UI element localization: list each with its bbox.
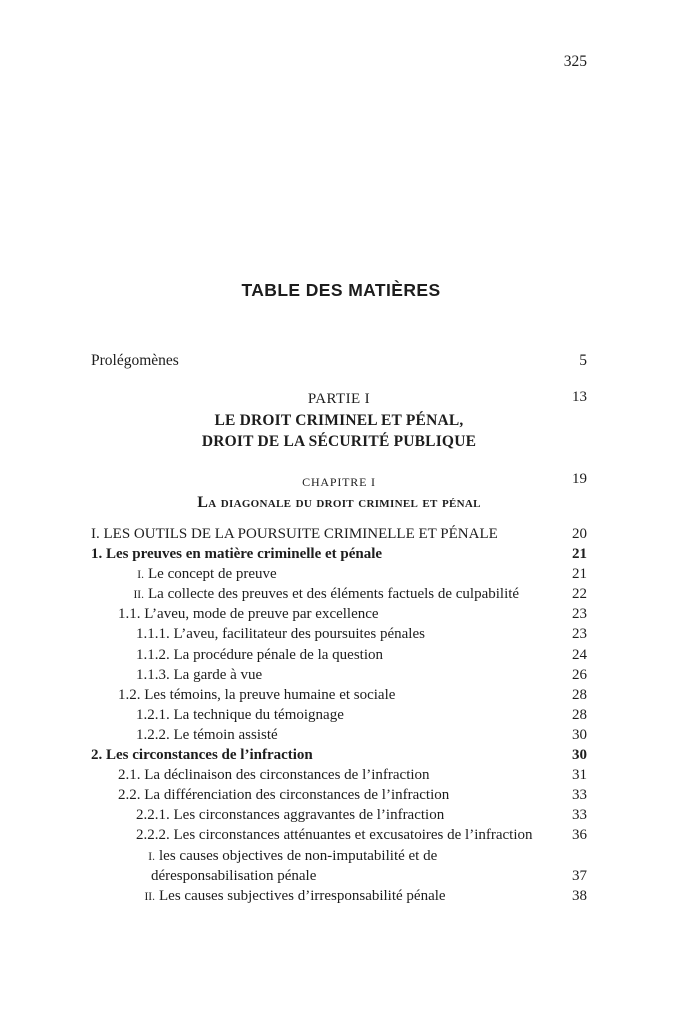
roman-numeral: I.	[137, 569, 144, 582]
toc-entry	[91, 584, 587, 604]
part-heading: PARTIE I	[307, 391, 371, 407]
entry-page-number: 33	[572, 807, 587, 824]
roman-numeral: II.	[133, 589, 144, 602]
entry-page-number: 21	[572, 566, 587, 583]
roman-numeral: II.	[144, 890, 155, 903]
entry-text: 2.2.2. Les circonstances atténuantes et excusatoires de l’infraction	[136, 827, 533, 844]
entry-page-number: 23	[572, 626, 587, 643]
entry-page-number: 23	[572, 606, 587, 623]
toc-entry	[91, 524, 587, 544]
toc-entry	[91, 825, 587, 845]
entry-page-number: 22	[572, 586, 587, 603]
part-block	[91, 389, 587, 452]
toc-entry	[91, 685, 587, 705]
entry-text: 1.1.3. La garde à vue	[136, 666, 263, 683]
entry-text: 1.1. L’aveu, mode de preuve par excellence	[118, 606, 379, 623]
toc-entry	[91, 725, 587, 745]
entry-page-number: 28	[572, 706, 587, 723]
prologue-label: Prolégomènes	[91, 352, 179, 369]
roman-numeral: I.	[148, 850, 155, 863]
entry-text: 1.1.2. La procédure pénale de la question	[136, 646, 383, 663]
entry-text: 2.1. La déclinaison des circonstances de l’infraction	[118, 767, 430, 784]
toc-entry	[91, 645, 587, 665]
entry-text: déresponsabilisation pénale	[151, 867, 317, 884]
entry-text: 1.1.1. L’aveu, facilitateur des poursuites pénales	[136, 626, 425, 643]
entry-page-number: 26	[572, 666, 587, 683]
chapter-title: La diagonale du droit criminel et pénal	[197, 494, 481, 511]
entry-text: La collecte des preuves et des éléments factuels de culpabilité	[148, 586, 520, 603]
entry-page-number: 37	[572, 867, 587, 884]
entry-text: 2.2.1. Les circonstances aggravantes de l’infraction	[136, 807, 445, 824]
toc-title: TABLE DES MATIÈRES	[241, 280, 441, 300]
toc-entries	[91, 524, 587, 906]
toc-entry	[91, 665, 587, 685]
entry-text: 1.2.2. Le témoin assisté	[136, 726, 278, 743]
entry-text: 1. Les preuves en matière criminelle et pénale	[91, 546, 383, 563]
prologue-page-number: 5	[579, 352, 587, 369]
entry-page-number: 38	[572, 887, 587, 904]
entry-text: Les causes subjectives d’irresponsabilité pénale	[159, 887, 446, 904]
toc-entry	[91, 604, 587, 624]
chapter-block	[91, 473, 587, 512]
toc-entry	[91, 805, 587, 825]
entry-page-number: 30	[572, 726, 587, 743]
toc-entry-prologue	[91, 351, 587, 370]
entry-page-number: 21	[572, 546, 587, 563]
chapter-heading: CHAPITRE I	[302, 475, 376, 489]
page-number: 325	[563, 53, 587, 70]
toc-entry	[91, 765, 587, 785]
chapter-page-number: 19	[572, 471, 587, 487]
entry-text: 2.2. La différenciation des circonstances de l’infraction	[118, 787, 450, 804]
toc-entry	[91, 564, 587, 584]
toc-entry	[91, 886, 587, 906]
entry-page-number: 30	[572, 747, 587, 764]
entry-page-number: 36	[572, 827, 587, 844]
entry-page-number: 33	[572, 787, 587, 804]
toc-entry	[91, 624, 587, 644]
entry-page-number: 31	[572, 767, 587, 784]
entry-page-number: 20	[572, 526, 587, 542]
entry-text: 1.2. Les témoins, la preuve humaine et sociale	[118, 686, 396, 703]
toc-entry	[91, 705, 587, 725]
toc-entry	[91, 544, 587, 564]
entry-page-number: 24	[572, 646, 587, 663]
toc-entry	[91, 866, 587, 886]
entry-text: Le concept de preuve	[148, 566, 277, 583]
toc-entry	[91, 745, 587, 765]
part-page-number: 13	[572, 389, 587, 405]
entry-text: I. LES OUTILS DE LA POURSUITE CRIMINELLE ET PÉNALE	[91, 526, 498, 542]
entry-page-number: 28	[572, 686, 587, 703]
toc-entry	[91, 785, 587, 805]
toc-entry	[91, 846, 587, 866]
part-title-line1: LE DROIT CRIMINEL ET PÉNAL,	[214, 412, 464, 429]
part-title-line2: DROIT DE LA SÉCURITÉ PUBLIQUE	[201, 433, 477, 450]
entry-text: 1.2.1. La technique du témoignage	[136, 706, 344, 723]
entry-text: 2. Les circonstances de l’infraction	[91, 747, 313, 764]
entry-text: les causes objectives de non-imputabilité et de	[159, 847, 438, 864]
